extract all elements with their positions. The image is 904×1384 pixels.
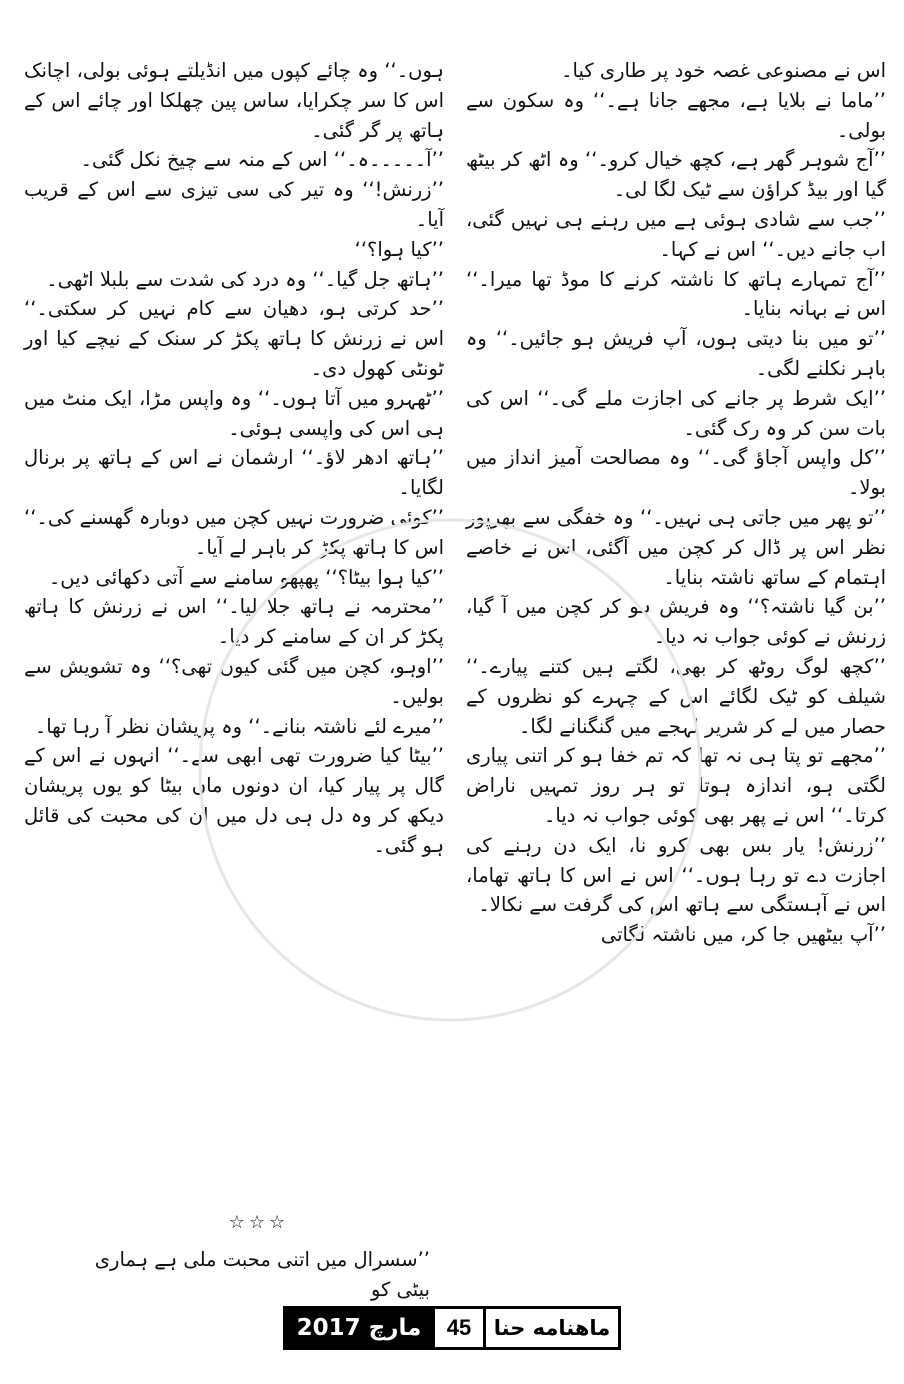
right-text-column bbox=[466, 56, 886, 950]
footer-continuation-line: ’’سسرال میں اتنی محبت ملی ہے ہماری بیٹی کو bbox=[94, 1248, 430, 1301]
right-column-paragraph: ’’زرنش! یار بس بھی کرو نا، ایک دن رہنے کی اجازت دے تو رہا ہوں۔‘‘ اس نے اس کا ہاتھ تھاما، اس نے آہستگی سے ہاتھ اس کی گرفت سے نکالا۔ bbox=[466, 833, 886, 917]
right-column-paragraph: ’’آج شوہر گھر ہے، کچھ خیال کرو۔‘‘ وہ اٹھ کر بیٹھ گیا اور بیڈ کراؤن سے ٹیک لگا لی۔ bbox=[466, 148, 886, 202]
right-column-paragraph: ’’تو میں بنا دیتی ہوں، آپ فریش ہو جائیں۔‘‘ وہ باہر نکلنے لگی۔ bbox=[466, 327, 886, 380]
section-break-stars: ☆☆☆ bbox=[228, 1212, 290, 1233]
left-column-paragraph: ’’آ۔۔۔۔۔ہ۔‘‘ اس کے منہ سے چیخ نکل گئی۔ bbox=[80, 148, 444, 172]
right-column-paragraph: ’’کل واپس آجاؤ گی۔‘‘ وہ مصالحت آمیز انداز میں بولا۔ bbox=[466, 446, 886, 500]
left-column-paragraph: ’’محترمہ نے ہاتھ جلا لیا۔‘‘ اس نے زرنش کا ہاتھ پکڑ کر ان کے سامنے کر دیا۔ bbox=[24, 595, 444, 649]
right-column-paragraph: ’’مجھے تو پتا ہی نہ تھا کہ تم خفا ہو کر اتنی پیاری لگتی ہو، اندازہ ہوتا تو ہر روز تمہیں ناراض کرتا۔‘‘ اس نے پھر بھی کوئی جواب نہ دیا۔ bbox=[466, 744, 886, 827]
left-column-paragraph: ’’میرے لئے ناشتہ بنانے۔‘‘ وہ پریشان نظر آ رہا تھا۔ bbox=[34, 714, 444, 738]
left-column-paragraph: ’’ہاتھ جل گیا۔‘‘ وہ درد کی شدت سے بلبلا اٹھی۔ bbox=[46, 267, 444, 291]
issue-date: مارچ 2017 bbox=[286, 1309, 432, 1347]
right-column-paragraph: ’’آج تمہارے ہاتھ کا ناشتہ کرنے کا موڈ تھا میرا۔‘‘ اس نے بہانہ بنایا۔ bbox=[466, 267, 886, 321]
left-text-column bbox=[24, 56, 444, 861]
right-column-paragraph: اس نے مصنوعی غصہ خود پر طاری کیا۔ bbox=[561, 59, 886, 82]
right-column-paragraph: ’’جب سے شادی ہوئی ہے میں رہنے ہی نہیں گئی، اب جانے دیں۔‘‘ اس نے کہا۔ bbox=[466, 207, 886, 261]
right-column-paragraph: ’’کچھ لوگ روٹھ کر بھی، لگتے ہیں کتنے پیارے۔‘‘ شیلف کو ٹیک لگائے اس کے چہرے کو نظروں کے حصار میں لے کر شریر لہجے میں گنگنانے لگا۔ bbox=[466, 654, 886, 738]
left-column-paragraph: ’’کیا ہوا بیٹا؟‘‘ پھپھو سامنے سے آتی دکھائی دیں۔ bbox=[48, 565, 444, 589]
left-column-paragraph: ’’کیا ہوا؟‘‘ bbox=[354, 237, 444, 261]
left-column-paragraph: ’’اوہو، کچن میں گئی کیوں تھی؟‘‘ وہ تشویش سے بولیں۔ bbox=[24, 654, 444, 708]
left-column-paragraph: ہوں۔‘‘ وہ چائے کپوں میں انڈیلتے ہوئی بولی، اچانک اس کا سر چکرایا، ساس پین چھلکا اور چائے اس کے ہاتھ پر گر گئی۔ bbox=[24, 59, 444, 142]
magazine-masthead bbox=[283, 1306, 621, 1350]
left-column-paragraph: ’’زرنش!‘‘ وہ تیر کی سی تیزی سے اس کے قریب آیا۔ bbox=[24, 178, 444, 231]
left-column-paragraph: ’’ہاتھ ادھر لاؤ۔‘‘ ارشمان نے اس کے ہاتھ پر برنال لگایا۔ bbox=[24, 446, 444, 500]
right-column-paragraph: ’’ایک شرط پر جانے کی اجازت ملے گی۔‘‘ اس کی بات سن کر وہ رک گئی۔ bbox=[466, 386, 886, 440]
right-column-paragraph: ’’آپ بیٹھیں جا کر، میں ناشتہ لگاتی bbox=[600, 923, 886, 947]
right-column-paragraph: ’’بن گیا ناشتہ؟‘‘ وہ فریش ہو کر کچن میں آ گیا، زرنش نے کوئی جواب نہ دیا۔ bbox=[466, 595, 886, 649]
left-column-paragraph: ’’کوئی ضرورت نہیں کچن میں دوبارہ گھسنے کی۔‘‘ اس کا ہاتھ پکڑ کر باہر لے آیا۔ bbox=[24, 505, 444, 559]
right-column-paragraph: ’’تو پھر میں جاتی ہی نہیں۔‘‘ وہ خفگی سے بھرپور نظر اس پر ڈال کر کچن میں آگئی، اس نے خاصے اہتمام کے ساتھ ناشتہ بنایا۔ bbox=[466, 505, 886, 589]
left-column-paragraph: ’’ٹھہرو میں آتا ہوں۔‘‘ وہ واپس مڑا، ایک منٹ میں ہی اس کی واپسی ہوئی۔ bbox=[24, 386, 444, 440]
left-column-paragraph: ’’بیٹا کیا ضرورت تھی ابھی سے۔‘‘ انہوں نے اس کے گال پر پیار کیا، ان دونوں ماں بیٹا کو یوں پریشان دیکھ کر وہ دل ہی دل میں ان کی محبت کی قائل ہو گئی۔ bbox=[24, 744, 444, 857]
left-column-paragraph: ’’حد کرتی ہو، دھیان سے کام نہیں کر سکتی۔‘‘ اس نے زرنش کا ہاتھ پکڑ کر سنک کے نیچے کیا اور ٹونٹی کھول دی۔ bbox=[24, 297, 444, 380]
page-number: 45 bbox=[432, 1309, 483, 1347]
right-column-paragraph: ’’ماما نے بلایا ہے، مجھے جانا ہے۔‘‘ وہ سکون سے بولی۔ bbox=[466, 88, 886, 142]
masthead-title: ماهنامه حنا bbox=[483, 1309, 618, 1347]
